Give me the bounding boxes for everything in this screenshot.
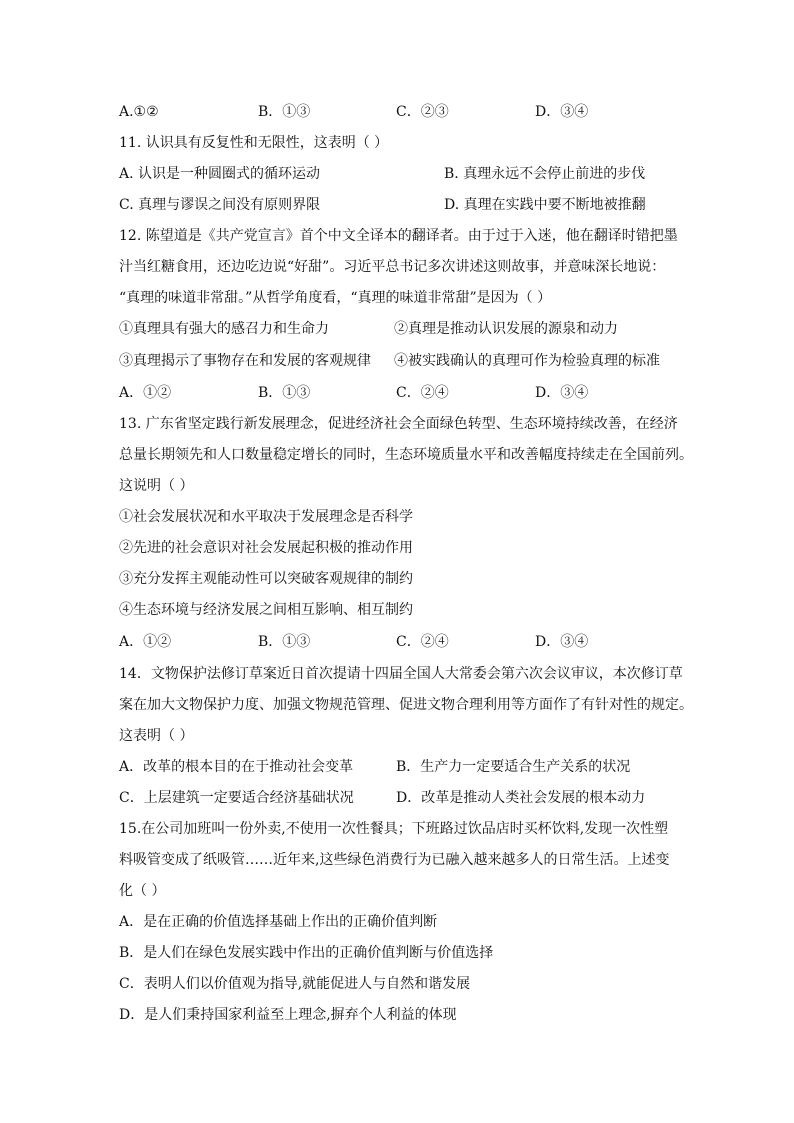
q10-option-b: B．①③	[258, 104, 311, 120]
q12-statement-2: ②真理是推动认识发展的源泉和动力	[394, 321, 618, 337]
q13-option-c: C．②④	[396, 634, 449, 650]
q15-stem-line-2: 料吸管变成了纸吸管……近年来,这些绿色消费行为已融入越来越多人的日常生活。上述变	[119, 852, 670, 868]
q12-stem-line-3: “真理的味道非常甜。”从哲学角度看，“真理的味道非常甜”是因为（ ）	[119, 290, 552, 306]
q12-statement-3: ③真理揭示了事物存在和发展的客观规律	[119, 353, 371, 369]
q11-stem: 11. 认识具有反复性和无限性，这表明（ ）	[119, 135, 389, 151]
q12-option-d: D．③④	[535, 385, 589, 401]
q14-stem-line-1: 14．文物保护法修订草案近日首次提请十四届全国人大常委会第六次会议审议，本次修订草	[119, 666, 683, 682]
q14-option-a: A．改革的根本目的在于推动社会变革	[119, 759, 354, 775]
q15-option-a: A．是在正确的价值选择基础上作出的正确价值判断	[119, 914, 438, 930]
q12-option-c: C．②④	[396, 385, 449, 401]
q15-stem-line-1: 15.在公司加班叫一份外卖,不使用一次性餐具；下班路过饮品店时买杯饮料,发现一次性塑	[119, 821, 669, 837]
q15-option-d: D．是人们秉持国家利益至上理念,摒弃个人利益的体现	[119, 1007, 457, 1023]
q12-statement-1: ①真理具有强大的感召力和生命力	[119, 321, 329, 337]
q14-stem-line-3: 这表明（ ）	[119, 728, 194, 744]
q14-stem-line-2: 案在加大文物保护力度、加强文物规范管理、促进文物合理利用等方面作了有针对性的规定。	[119, 697, 693, 713]
q10-option-a: A.①②	[119, 104, 159, 120]
q11-option-d: D. 真理在实践中要不断地被推翻	[444, 197, 646, 213]
q12-option-b: B．①③	[258, 385, 311, 401]
q13-stem-line-2: 总量长期领先和人口数量稳定增长的同时，生态环境质量水平和改善幅度持续走在全国前列。	[119, 447, 693, 463]
q13-statement-3: ③充分发挥主观能动性可以突破客观规律的制约	[119, 571, 413, 587]
q12-statement-4: ④被实践确认的真理可作为检验真理的标准	[394, 353, 660, 369]
q11-option-c: C. 真理与谬误之间没有原则界限	[119, 197, 321, 213]
q14-option-d: D．改革是推动人类社会发展的根本动力	[396, 790, 646, 806]
q13-statement-2: ②先进的社会意识对社会发展起积极的推动作用	[119, 540, 413, 556]
q13-statement-1: ①社会发展状况和水平取决于发展理念是否科学	[119, 509, 413, 525]
q13-option-a: A．①②	[119, 634, 172, 650]
q11-option-a: A. 认识是一种圆圈式的循环运动	[119, 166, 321, 182]
q14-option-c: C．上层建筑一定要适合经济基础状况	[119, 790, 354, 806]
q13-stem-line-3: 这说明（ ）	[119, 478, 194, 494]
q15-option-b: B．是人们在绿色发展实践中作出的正确价值判断与价值选择	[119, 945, 494, 961]
q13-stem-line-1: 13. 广东省坚定践行新发展理念，促进经济社会全面绿色转型、生态环境持续改善，在经济	[119, 416, 678, 432]
q13-option-d: D．③④	[535, 634, 589, 650]
q12-stem-line-1: 12. 陈望道是《共产党宣言》首个中文全译本的翻译者。由于过于入迷，他在翻译时错把墨	[119, 228, 678, 244]
q10-option-c: C．②③	[396, 104, 449, 120]
q12-option-a: A．①②	[119, 385, 172, 401]
q12-stem-line-2: 汁当红糖食用，还边吃边说“好甜”。习近平总书记多次讲述这则故事，并意味深长地说：	[119, 259, 666, 275]
q13-statement-4: ④生态环境与经济发展之间相互影响、相互制约	[119, 602, 413, 618]
q14-option-b: B．生产力一定要适合生产关系的状况	[396, 759, 631, 775]
q10-option-d: D．③④	[535, 104, 589, 120]
q15-stem-line-3: 化（ ）	[119, 883, 166, 899]
q15-option-c: C．表明人们以价值观为指导,就能促进人与自然和谐发展	[119, 976, 471, 992]
q13-option-b: B．①③	[258, 634, 311, 650]
q11-option-b: B. 真理永远不会停止前进的步伐	[444, 166, 646, 182]
